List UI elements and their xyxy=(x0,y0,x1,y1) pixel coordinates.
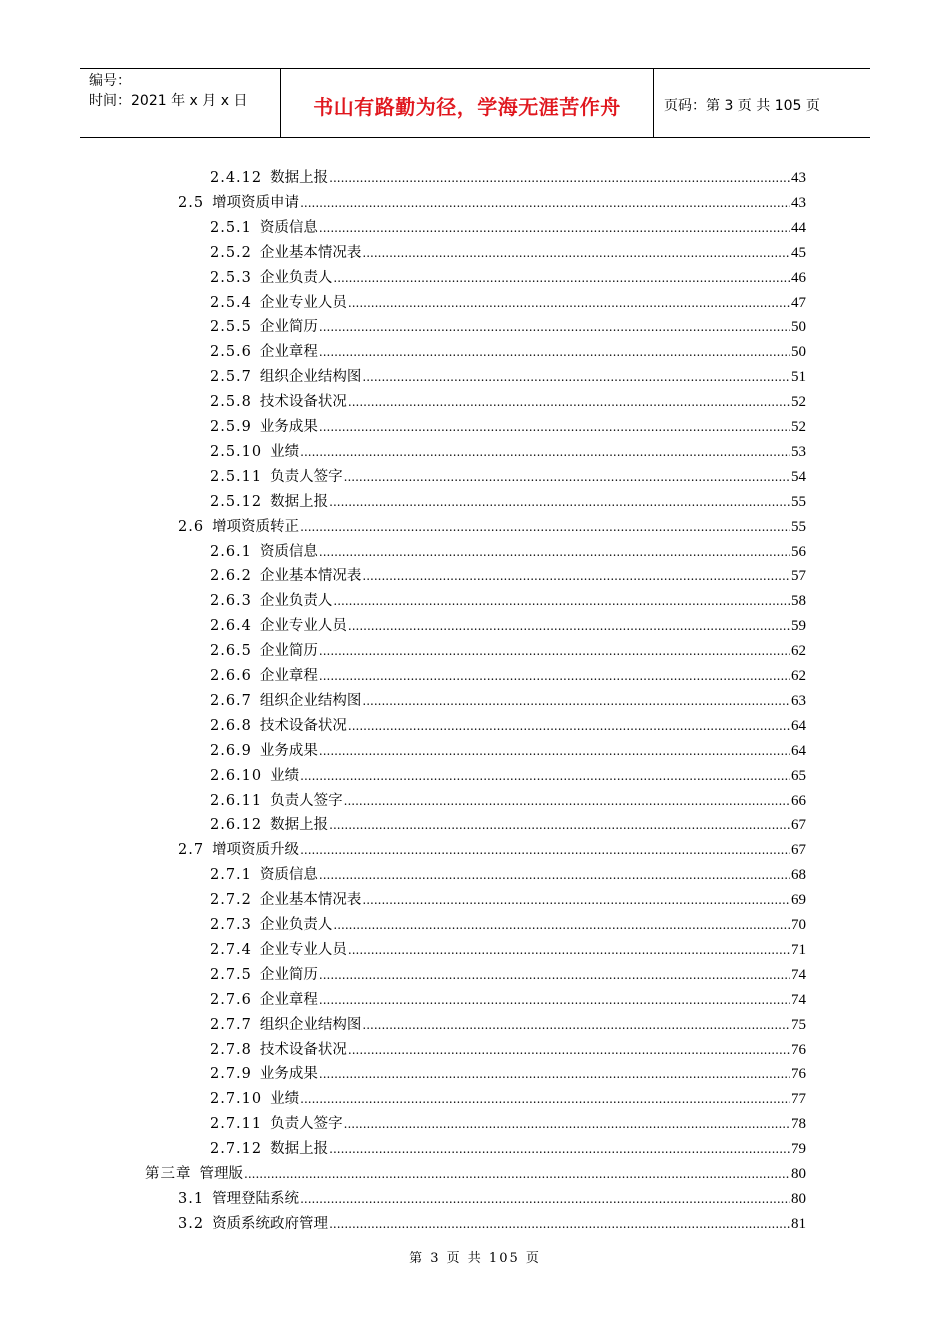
toc-leader-dots xyxy=(333,589,790,614)
toc-entry-title: 业绩 xyxy=(270,767,300,784)
toc-entry[interactable] xyxy=(210,540,806,565)
toc-entry-number: 2.5.8 xyxy=(210,394,252,411)
toc-leader-dots xyxy=(329,166,790,191)
toc-entry-title: 技术设备状况 xyxy=(259,1041,347,1058)
toc-entry-page: 62 xyxy=(791,643,806,660)
toc-entry[interactable] xyxy=(210,1087,806,1112)
toc-entry-title: 业务成果 xyxy=(259,742,318,759)
time-label: 时间：2021 年 x 月 x 日 xyxy=(89,93,248,109)
toc-entry[interactable] xyxy=(210,913,806,938)
toc-entry-page: 47 xyxy=(791,294,806,311)
toc-leader-dots xyxy=(319,664,790,689)
toc-entry[interactable] xyxy=(210,1112,806,1137)
toc-entry[interactable] xyxy=(210,1062,806,1087)
toc-entry[interactable] xyxy=(210,166,806,191)
toc-entry-title: 企业专业人员 xyxy=(259,941,347,958)
toc-entry-title: 资质信息 xyxy=(259,543,318,560)
toc-entry[interactable] xyxy=(210,266,806,291)
toc-leader-dots xyxy=(300,515,790,540)
toc-entry-title: 企业章程 xyxy=(259,344,318,361)
toc-leader-dots xyxy=(244,1162,790,1187)
toc-leader-dots xyxy=(300,191,790,216)
toc-entry-page: 45 xyxy=(791,244,806,261)
toc-entry[interactable] xyxy=(210,440,806,465)
toc-entry-number: 2.4.12 xyxy=(210,170,263,186)
toc-entry-number: 2.7.9 xyxy=(210,1066,252,1083)
toc-entry-title: 企业负责人 xyxy=(259,917,333,933)
toc-entry-number: 2.5.9 xyxy=(210,419,252,435)
toc-entry-page: 46 xyxy=(791,269,806,286)
toc-entry-title: 技术设备状况 xyxy=(259,717,347,734)
toc-leader-dots xyxy=(319,315,790,340)
toc-entry-title: 企业基本情况表 xyxy=(259,892,362,909)
toc-entry-title: 企业负责人 xyxy=(259,269,333,286)
toc-entry-number: 2.5.12 xyxy=(210,493,263,510)
toc-entry-title: 数据上报 xyxy=(270,493,329,510)
toc-entry-number: 2.5.7 xyxy=(210,369,252,386)
toc-leader-dots xyxy=(333,913,790,938)
toc-entry[interactable] xyxy=(210,988,806,1013)
toc-entry[interactable] xyxy=(210,789,806,814)
toc-entry-page: 75 xyxy=(791,1016,806,1033)
toc-entry-page: 76 xyxy=(791,1066,806,1083)
toc-leader-dots xyxy=(362,365,790,390)
toc-leader-dots xyxy=(319,216,790,241)
toc-leader-dots xyxy=(319,739,790,764)
toc-entry[interactable] xyxy=(210,340,806,365)
toc-entry-title: 业绩 xyxy=(270,1091,300,1108)
toc-entry[interactable] xyxy=(210,689,806,714)
toc-leader-dots xyxy=(344,465,790,490)
toc-entry-number: 2.7.6 xyxy=(210,991,252,1008)
toc-entry[interactable] xyxy=(178,515,806,540)
toc-entry[interactable] xyxy=(178,838,806,863)
toc-entry[interactable] xyxy=(210,1137,806,1162)
toc-entry-number: 2.6.9 xyxy=(210,742,252,759)
toc-leader-dots xyxy=(329,813,790,838)
toc-entry-number: 2.6 xyxy=(178,518,205,535)
toc-entry-title: 技术设备状况 xyxy=(259,394,347,411)
toc-leader-dots xyxy=(333,266,790,291)
toc-entry-title: 企业简历 xyxy=(259,966,318,983)
toc-leader-dots xyxy=(319,340,790,365)
toc-entry-page: 57 xyxy=(791,568,806,585)
toc-entry-page: 43 xyxy=(791,194,806,211)
toc-entry-number: 2.6.10 xyxy=(210,767,263,784)
toc-entry-title: 企业专业人员 xyxy=(259,618,347,635)
page-footer: 第 3 页 共 105 页 xyxy=(409,1251,541,1266)
toc-entry-page: 78 xyxy=(791,1116,806,1133)
toc-entry-number: 2.6.2 xyxy=(210,568,252,585)
toc-entry-page: 55 xyxy=(791,493,806,510)
toc-entry[interactable] xyxy=(210,564,806,589)
toc-leader-dots xyxy=(319,639,790,664)
toc-leader-dots xyxy=(319,540,790,565)
toc-entry-page: 56 xyxy=(791,543,806,560)
toc-entry-title: 组织企业结构图 xyxy=(259,369,362,386)
toc-entry-title: 企业章程 xyxy=(259,668,318,684)
toc-entry-number: 2.7 xyxy=(178,842,205,859)
toc-leader-dots xyxy=(362,241,790,266)
toc-entry[interactable] xyxy=(210,216,806,241)
toc-entry-page: 81 xyxy=(791,1215,806,1232)
toc-entry-title: 负责人签字 xyxy=(270,1116,343,1133)
toc-entry-title: 企业简历 xyxy=(259,643,318,660)
toc-entry[interactable] xyxy=(210,714,806,739)
toc-entry[interactable] xyxy=(210,639,806,664)
toc-entry[interactable] xyxy=(210,365,806,390)
toc-entry[interactable] xyxy=(210,589,806,614)
toc-entry[interactable] xyxy=(210,614,806,639)
toc-entry-title: 企业专业人员 xyxy=(259,294,347,311)
toc-entry-number: 2.6.11 xyxy=(210,792,263,809)
toc-entry-title: 企业章程 xyxy=(259,991,318,1008)
toc-entry-page: 65 xyxy=(791,767,806,784)
toc-entry-number: 2.5.4 xyxy=(210,294,252,311)
toc-entry-title: 组织企业结构图 xyxy=(259,692,362,709)
toc-entry-title: 企业负责人 xyxy=(259,593,333,610)
toc-entry-page: 44 xyxy=(791,219,806,236)
toc-entry-page: 54 xyxy=(791,468,806,485)
toc-leader-dots xyxy=(319,988,790,1013)
toc-entry-title: 负责人签字 xyxy=(270,468,343,485)
toc-entry-page: 69 xyxy=(791,892,806,909)
toc-entry-title: 数据上报 xyxy=(270,1141,329,1158)
toc-entry-page: 66 xyxy=(791,792,806,809)
toc-leader-dots xyxy=(329,490,790,515)
toc-leader-dots xyxy=(329,1137,790,1162)
toc-leader-dots xyxy=(348,714,790,739)
toc-entry-page: 70 xyxy=(791,917,806,933)
toc-leader-dots xyxy=(300,838,790,863)
toc-entry-page: 51 xyxy=(791,369,806,386)
toc-entry-page: 68 xyxy=(791,867,806,884)
toc-leader-dots xyxy=(344,1112,790,1137)
toc-entry-title: 数据上报 xyxy=(270,170,329,186)
toc-entry[interactable] xyxy=(210,1013,806,1038)
toc-entry-page: 71 xyxy=(791,941,806,958)
toc-entry-number: 2.5.10 xyxy=(210,443,263,460)
toc-entry-number: 第三章 xyxy=(145,1166,192,1182)
toc-entry-number: 2.5.3 xyxy=(210,269,252,286)
toc-entry-number: 3.1 xyxy=(178,1190,205,1207)
toc-entry-number: 2.6.12 xyxy=(210,817,263,834)
toc-entry[interactable] xyxy=(178,1187,806,1212)
toc-entry-page: 53 xyxy=(791,443,806,460)
toc-entry-number: 2.7.11 xyxy=(210,1116,263,1133)
toc-entry-title: 资质信息 xyxy=(259,867,318,884)
toc-leader-dots xyxy=(300,440,790,465)
toc-entry[interactable] xyxy=(210,888,806,913)
toc-entry-page: 79 xyxy=(791,1141,806,1158)
toc-entry[interactable] xyxy=(210,490,806,515)
toc-entry-page: 58 xyxy=(791,593,806,610)
header-page-info: 页码：第 3 页 共 105 页 xyxy=(664,98,820,114)
toc-entry-number: 2.5 xyxy=(178,194,205,211)
toc-entry-number: 2.6.1 xyxy=(210,543,252,560)
toc-entry-title: 业务成果 xyxy=(259,419,318,435)
toc-entry-page: 64 xyxy=(791,742,806,759)
toc-entry[interactable] xyxy=(210,813,806,838)
toc-entry-page: 55 xyxy=(791,518,806,535)
toc-entry-number: 2.7.7 xyxy=(210,1016,252,1033)
toc-leader-dots xyxy=(319,415,790,440)
toc-entry-title: 增项资质升级 xyxy=(212,842,300,859)
toc-entry-title: 负责人签字 xyxy=(270,792,343,809)
toc-entry-page: 63 xyxy=(791,692,806,709)
toc-entry[interactable] xyxy=(210,415,806,440)
toc-entry-number: 2.7.1 xyxy=(210,867,252,884)
toc-entry-page: 59 xyxy=(791,618,806,635)
page-header xyxy=(80,68,870,138)
toc-entry-number: 2.5.11 xyxy=(210,468,263,485)
toc-entry-title: 组织企业结构图 xyxy=(259,1016,362,1033)
toc-entry-page: 74 xyxy=(791,991,806,1008)
toc-entry-number: 2.6.4 xyxy=(210,618,252,635)
toc-entry-title: 业务成果 xyxy=(259,1066,318,1083)
toc-entry-number: 2.5.6 xyxy=(210,344,252,361)
toc-entry-number: 2.7.4 xyxy=(210,941,252,958)
toc-entry-title: 增项资质转正 xyxy=(212,518,300,535)
toc-leader-dots xyxy=(348,291,790,316)
toc-entry-title: 企业简历 xyxy=(259,319,318,336)
toc-entry[interactable] xyxy=(210,863,806,888)
toc-entry-page: 77 xyxy=(791,1091,806,1108)
toc-entry-title: 企业基本情况表 xyxy=(259,568,362,585)
toc-leader-dots xyxy=(319,1062,790,1087)
toc-leader-dots xyxy=(362,1013,790,1038)
toc-entry-page: 52 xyxy=(791,419,806,435)
toc-entry-page: 67 xyxy=(791,842,806,859)
toc-entry-number: 2.6.7 xyxy=(210,692,252,709)
toc-entry-title: 资质系统政府管理 xyxy=(212,1215,329,1232)
toc-entry-number: 2.7.2 xyxy=(210,892,252,909)
toc-entry[interactable] xyxy=(210,241,806,266)
toc-entry-page: 74 xyxy=(791,966,806,983)
toc-entry-page: 52 xyxy=(791,394,806,411)
toc-entry-number: 2.7.8 xyxy=(210,1041,252,1058)
toc-entry[interactable] xyxy=(210,1038,806,1063)
toc-entry-page: 80 xyxy=(791,1190,806,1207)
toc-leader-dots xyxy=(329,1212,790,1237)
toc-leader-dots xyxy=(348,390,790,415)
toc-entry-page: 62 xyxy=(791,668,806,684)
toc-leader-dots xyxy=(348,614,790,639)
toc-entry[interactable] xyxy=(145,1162,806,1187)
toc-entry-number: 2.6.8 xyxy=(210,717,252,734)
toc-entry[interactable] xyxy=(210,291,806,316)
toc-entry-title: 资质信息 xyxy=(259,219,318,236)
toc-entry-number: 3.2 xyxy=(178,1215,205,1232)
toc-leader-dots xyxy=(300,1087,790,1112)
toc-leader-dots xyxy=(348,1038,790,1063)
toc-leader-dots xyxy=(300,1187,790,1212)
toc-entry-page: 67 xyxy=(791,817,806,834)
toc-entry-page: 50 xyxy=(791,344,806,361)
toc-entry-number: 2.7.3 xyxy=(210,917,252,933)
serial-label: 编号： xyxy=(89,73,131,89)
toc-entry-page: 64 xyxy=(791,717,806,734)
toc-entry-title: 业绩 xyxy=(270,443,300,460)
toc-entry[interactable] xyxy=(210,963,806,988)
toc-entry-title: 管理登陆系统 xyxy=(212,1190,300,1207)
toc-entry-page: 76 xyxy=(791,1041,806,1058)
toc-entry-page: 80 xyxy=(791,1166,806,1182)
toc-entry-number: 2.5.1 xyxy=(210,219,252,236)
toc-entry-number: 2.5.2 xyxy=(210,244,252,261)
toc-entry-page: 50 xyxy=(791,319,806,336)
toc-entry[interactable] xyxy=(210,465,806,490)
header-left-cell xyxy=(80,69,281,137)
toc-entry-title: 企业基本情况表 xyxy=(259,244,362,261)
toc-entry[interactable] xyxy=(210,664,806,689)
toc-entry[interactable] xyxy=(210,739,806,764)
toc-leader-dots xyxy=(300,764,790,789)
toc-leader-dots xyxy=(362,564,790,589)
toc-entry-page: 43 xyxy=(791,170,806,186)
toc-entry-number: 2.6.6 xyxy=(210,668,252,684)
toc-entry[interactable] xyxy=(178,1212,806,1237)
toc-leader-dots xyxy=(319,963,790,988)
toc-entry-number: 2.5.5 xyxy=(210,319,252,336)
toc-entry-number: 2.7.12 xyxy=(210,1141,263,1158)
header-motto: 书山有路勤为径，学海无涯苦作舟 xyxy=(281,69,654,137)
toc-entry[interactable] xyxy=(210,390,806,415)
toc-leader-dots xyxy=(348,938,790,963)
toc-leader-dots xyxy=(362,888,790,913)
toc-entry[interactable] xyxy=(178,191,806,216)
toc-entry-number: 2.7.10 xyxy=(210,1091,263,1108)
toc-leader-dots xyxy=(344,789,790,814)
toc-entry-number: 2.6.5 xyxy=(210,643,252,660)
toc-leader-dots xyxy=(362,689,790,714)
toc-entry[interactable] xyxy=(210,938,806,963)
toc-leader-dots xyxy=(319,863,790,888)
toc-entry-title: 增项资质申请 xyxy=(212,194,300,211)
toc-entry-number: 2.7.5 xyxy=(210,966,252,983)
toc-entry[interactable] xyxy=(210,764,806,789)
toc-entry-title: 数据上报 xyxy=(270,817,329,834)
toc-entry-number: 2.6.3 xyxy=(210,593,252,610)
toc-entry-title: 管理版 xyxy=(199,1166,243,1182)
toc-entry[interactable] xyxy=(210,315,806,340)
